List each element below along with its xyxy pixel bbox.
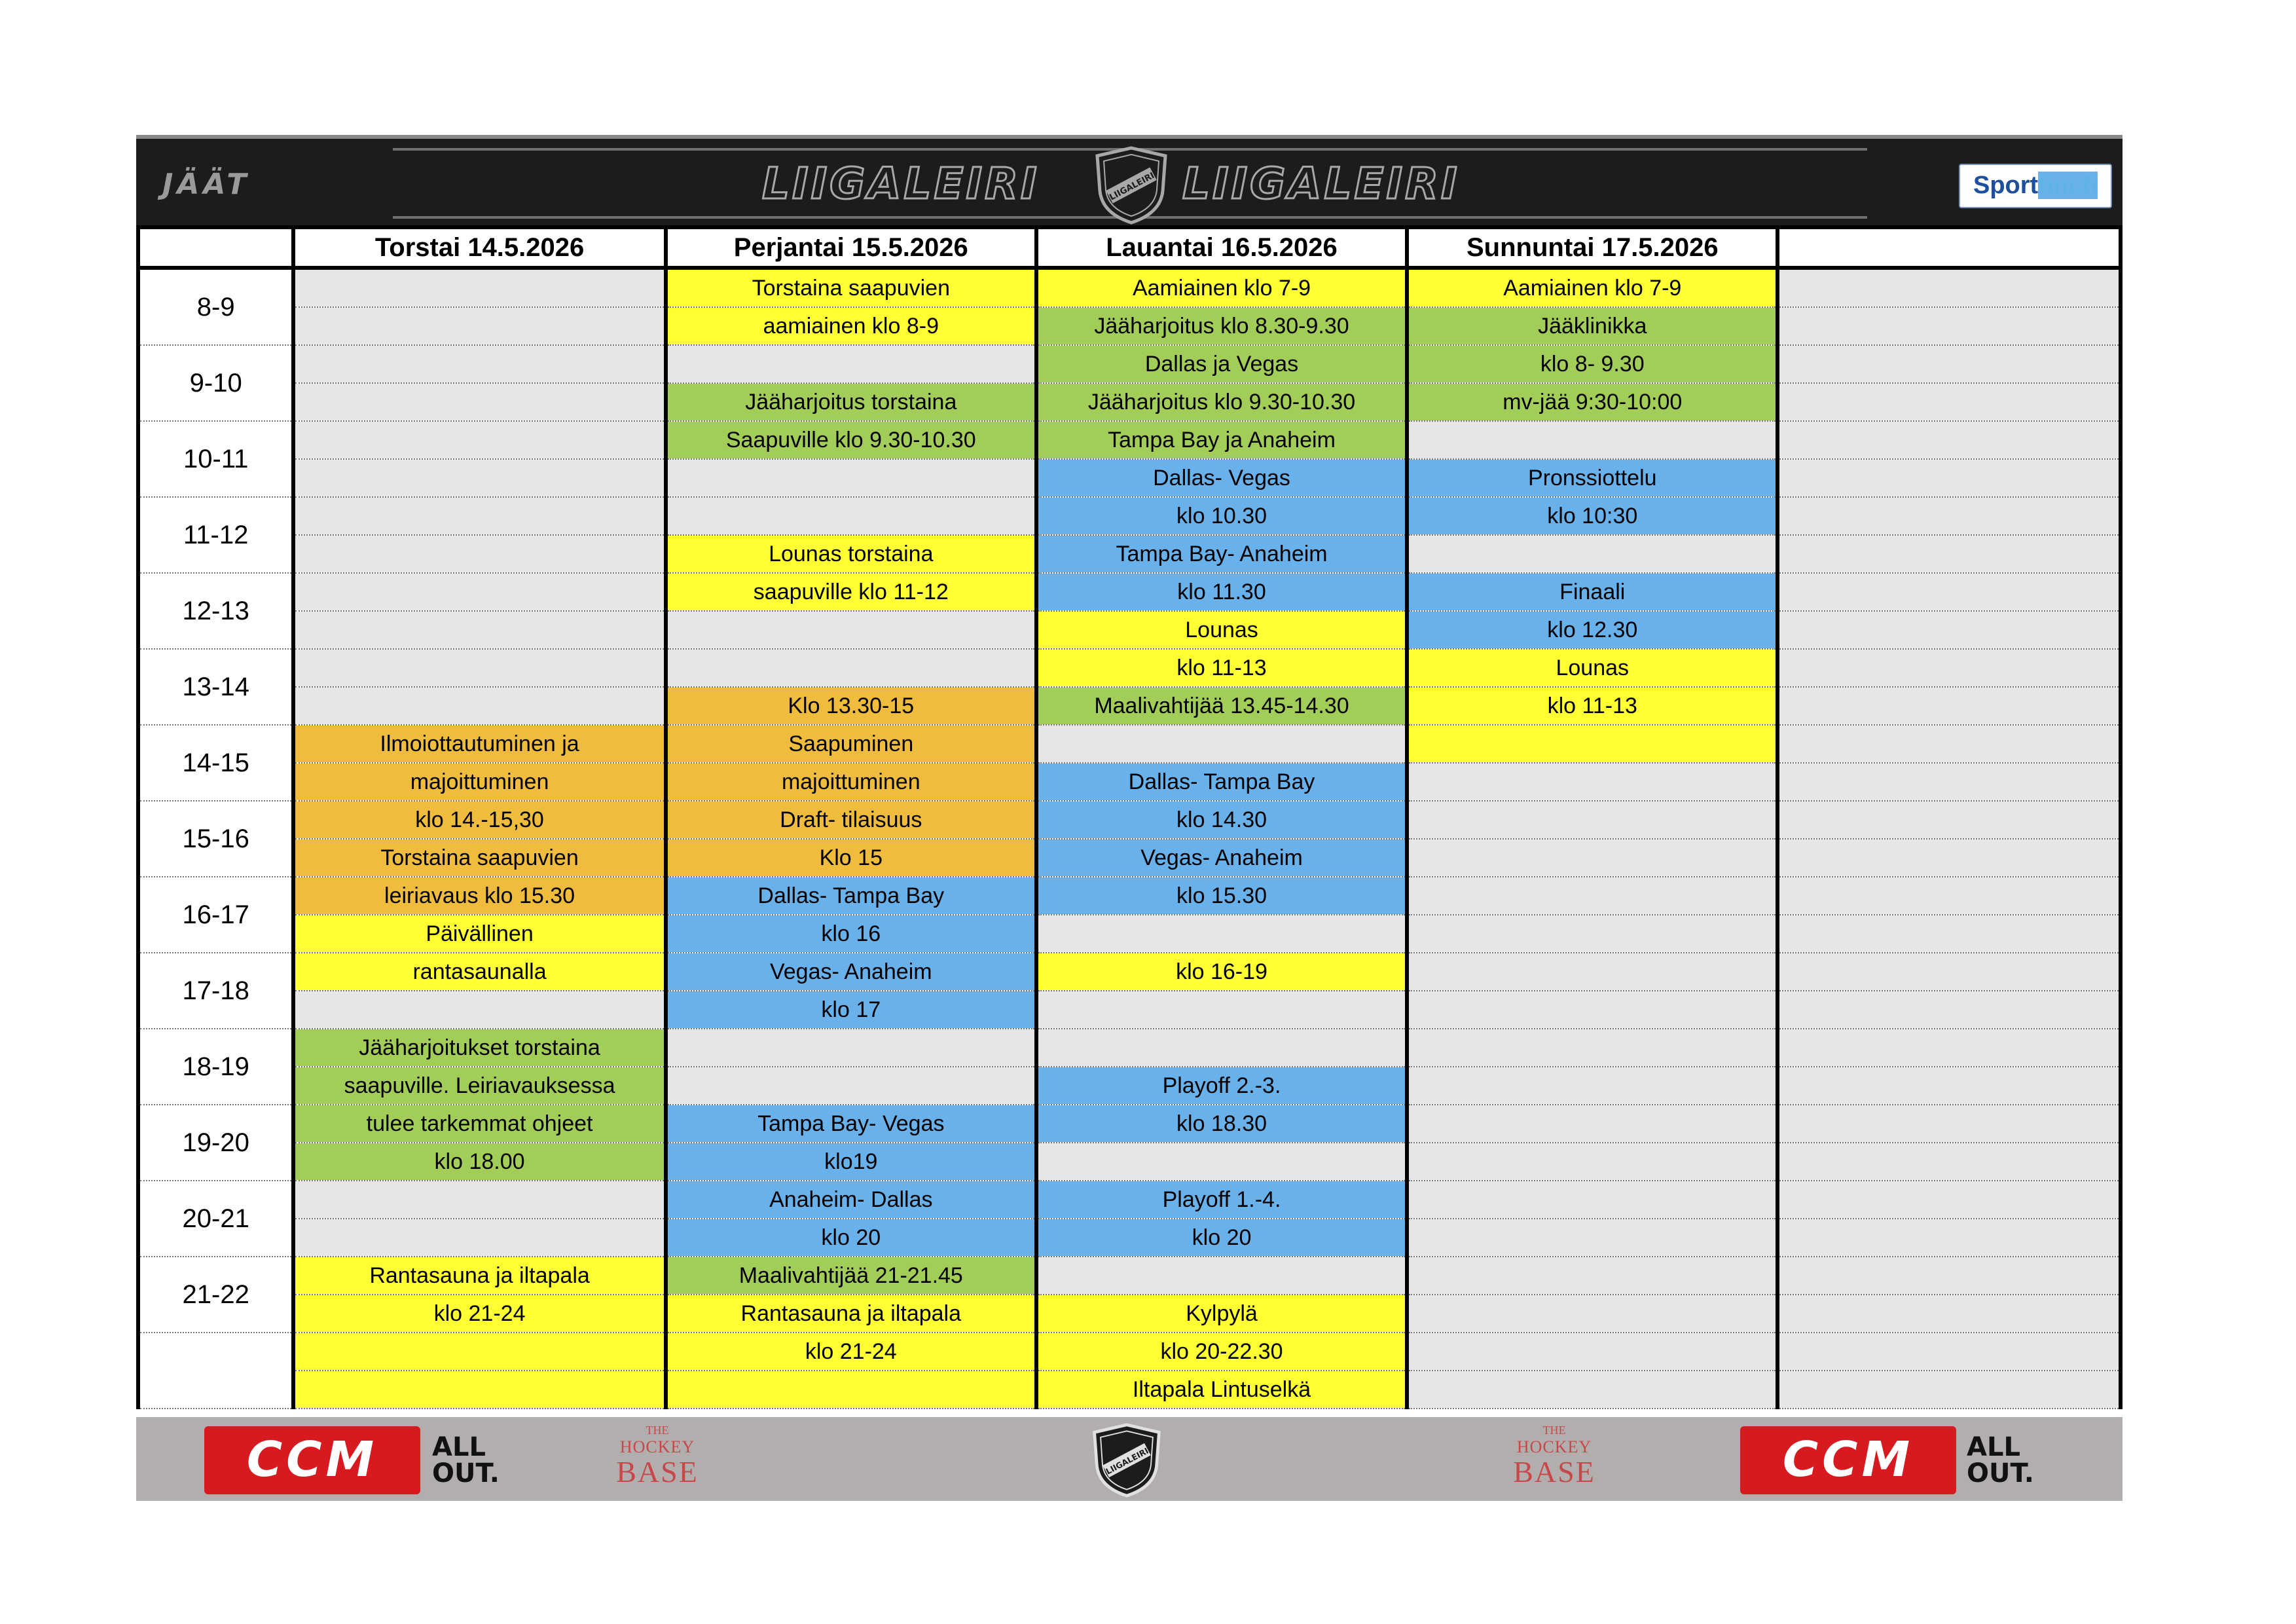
schedule-cell — [293, 345, 665, 383]
shield-label: LIIGALEIRI — [1108, 170, 1157, 203]
hockey-base-the: THE — [646, 1424, 669, 1437]
time-slot-label: 10-11 — [138, 421, 293, 497]
schedule-cell: Kylpylä — [1036, 1295, 1407, 1333]
schedule-cell — [1407, 1371, 1777, 1409]
schedule-row — [138, 1029, 2121, 1067]
schedule-cell — [1407, 877, 1777, 915]
time-slot-label: 9-10 — [138, 345, 293, 421]
schedule-cell — [1407, 763, 1777, 801]
schedule-cell — [1777, 877, 2121, 915]
schedule-row — [138, 1371, 2121, 1409]
schedule-row — [138, 649, 2121, 687]
schedule-cell: klo 17 — [666, 991, 1036, 1029]
schedule-cell: Vegas- Anaheim — [1036, 839, 1407, 877]
schedule-cell — [1777, 268, 2121, 307]
schedule-cell: saapuville. Leiriavauksessa — [293, 1067, 665, 1105]
schedule-cell — [1777, 1105, 2121, 1143]
schedule-cell — [1777, 1333, 2121, 1371]
schedule-cell — [1036, 725, 1407, 763]
schedule-cell: klo 20-22.30 — [1036, 1333, 1407, 1371]
sportfini-logo — [1959, 164, 2112, 208]
hockey-base-base: BASE — [1513, 1455, 1595, 1488]
schedule-cell: klo 15.30 — [1036, 877, 1407, 915]
liigaleiri-title-left: LIIGALEIRI — [762, 158, 1040, 209]
schedule-cell: Saapuville klo 9.30-10.30 — [666, 421, 1036, 459]
schedule-cell — [293, 497, 665, 535]
schedule-cell — [293, 307, 665, 345]
schedule-row — [138, 915, 2121, 953]
schedule-cell: klo 16 — [666, 915, 1036, 953]
schedule-cell: mv-jää 9:30-10:00 — [1407, 383, 1777, 421]
schedule-cell: klo 21-24 — [293, 1295, 665, 1333]
schedule-cell — [293, 1333, 665, 1371]
time-slot-label: 20-21 — [138, 1181, 293, 1257]
schedule-cell — [1407, 1143, 1777, 1181]
schedule-cell — [666, 459, 1036, 497]
schedule-cell: Pronssiottelu — [1407, 459, 1777, 497]
schedule-cell — [1777, 687, 2121, 725]
day-header: Torstai 14.5.2026 — [293, 227, 665, 268]
schedule-cell: Jääharjoitus klo 8.30-9.30 — [1036, 307, 1407, 345]
time-slot-label: 8-9 — [138, 268, 293, 345]
schedule-cell — [1777, 839, 2121, 877]
schedule-cell — [1777, 573, 2121, 611]
schedule-row — [138, 497, 2121, 535]
schedule-cell — [1036, 915, 1407, 953]
schedule-cell — [1777, 763, 2121, 801]
time-slot-label: 16-17 — [138, 877, 293, 953]
time-slot-label: 19-20 — [138, 1105, 293, 1181]
schedule-cell — [1777, 915, 2121, 953]
tagline-line-1: ALL — [1967, 1432, 2020, 1462]
schedule-cell — [666, 1029, 1036, 1067]
schedule-cell: klo 21-24 — [666, 1333, 1036, 1371]
schedule-cell — [1407, 1333, 1777, 1371]
time-slot-label — [138, 1333, 293, 1409]
schedule-cell: klo 18.00 — [293, 1143, 665, 1181]
sportfini-logo-sport: Sport — [1973, 172, 2039, 199]
schedule-cell: Päivällinen — [293, 915, 665, 953]
hockey-base-the: THE — [1542, 1424, 1566, 1437]
schedule-cell — [1407, 725, 1777, 763]
schedule-table — [136, 225, 2123, 1409]
schedule-cell — [1777, 611, 2121, 649]
schedule-row — [138, 801, 2121, 839]
day-header-row — [138, 227, 2121, 268]
schedule-cell: majoittuminen — [293, 763, 665, 801]
schedule-cell: Klo 13.30-15 — [666, 687, 1036, 725]
hockey-base-logo — [1508, 1424, 1600, 1496]
ccm-logo-text: CCM — [246, 1431, 378, 1488]
schedule-cell — [1777, 725, 2121, 763]
time-slot-label: 12-13 — [138, 573, 293, 649]
liigaleiri-title-right: LIIGALEIRI — [1182, 158, 1460, 209]
schedule-cell: Jääharjoitus torstaina — [666, 383, 1036, 421]
schedule-cell — [666, 1371, 1036, 1409]
schedule-cell — [1407, 1219, 1777, 1257]
schedule-cell: klo 14.30 — [1036, 801, 1407, 839]
schedule-row — [138, 1333, 2121, 1371]
schedule-cell — [293, 535, 665, 573]
schedule-cell: Finaali — [1407, 573, 1777, 611]
schedule-cell: Lounas torstaina — [666, 535, 1036, 573]
schedule-cell — [1036, 1029, 1407, 1067]
schedule-row — [138, 1105, 2121, 1143]
schedule-cell — [293, 421, 665, 459]
schedule-cell: Jääharjoitus klo 9.30-10.30 — [1036, 383, 1407, 421]
schedule-cell — [1407, 1105, 1777, 1143]
schedule-row — [138, 421, 2121, 459]
tagline-line-2: OUT. — [432, 1458, 500, 1488]
schedule-cell — [1407, 801, 1777, 839]
schedule-cell: Saapuminen — [666, 725, 1036, 763]
schedule-cell — [293, 1371, 665, 1409]
jaat-logo: JÄÄT — [162, 168, 251, 201]
schedule-cell: Maalivahtijää 13.45-14.30 — [1036, 687, 1407, 725]
schedule-body — [138, 227, 2121, 1409]
shield-label: LIIGALEIRI — [1104, 1446, 1150, 1477]
schedule-cell: Lounas — [1036, 611, 1407, 649]
schedule-row — [138, 535, 2121, 573]
ccm-logo-text: CCM — [1782, 1431, 1914, 1488]
all-out-tagline — [432, 1434, 500, 1486]
schedule-sheet — [136, 135, 2123, 1501]
schedule-cell — [1777, 1067, 2121, 1105]
schedule-cell: Dallas- Vegas — [1036, 459, 1407, 497]
schedule-cell: Ilmoiottautuminen ja — [293, 725, 665, 763]
schedule-cell: aamiainen klo 8-9 — [666, 307, 1036, 345]
corner-cell — [138, 227, 293, 268]
tagline-line-2: OUT. — [1967, 1458, 2034, 1488]
schedule-cell: Tampa Bay ja Anaheim — [1036, 421, 1407, 459]
schedule-cell — [1777, 1219, 2121, 1257]
schedule-row — [138, 991, 2121, 1029]
schedule-cell: Tampa Bay- Vegas — [666, 1105, 1036, 1143]
schedule-cell: klo 10.30 — [1036, 497, 1407, 535]
time-slot-label: 21-22 — [138, 1257, 293, 1333]
schedule-cell: klo 16-19 — [1036, 953, 1407, 991]
schedule-cell: klo 14.-15,30 — [293, 801, 665, 839]
schedule-cell — [293, 268, 665, 307]
schedule-row — [138, 383, 2121, 421]
schedule-cell — [293, 991, 665, 1029]
schedule-cell: Aamiainen klo 7-9 — [1036, 268, 1407, 307]
hockey-base-base: BASE — [616, 1455, 699, 1488]
schedule-cell: klo 10:30 — [1407, 497, 1777, 535]
schedule-cell — [666, 611, 1036, 649]
schedule-cell: Klo 15 — [666, 839, 1036, 877]
schedule-cell — [1036, 1143, 1407, 1181]
schedule-cell — [1777, 535, 2121, 573]
schedule-cell: Aamiainen klo 7-9 — [1407, 268, 1777, 307]
schedule-cell — [1407, 1067, 1777, 1105]
schedule-row — [138, 763, 2121, 801]
schedule-cell — [1036, 991, 1407, 1029]
schedule-row — [138, 725, 2121, 763]
schedule-cell — [1777, 1181, 2121, 1219]
schedule-cell: klo 12.30 — [1407, 611, 1777, 649]
schedule-row — [138, 345, 2121, 383]
schedule-cell — [1407, 915, 1777, 953]
day-header: Sunnuntai 17.5.2026 — [1407, 227, 1777, 268]
schedule-cell: klo19 — [666, 1143, 1036, 1181]
schedule-cell — [1777, 801, 2121, 839]
hockey-base-hockey: HOCKEY — [619, 1437, 695, 1456]
schedule-cell: Anaheim- Dallas — [666, 1181, 1036, 1219]
schedule-row — [138, 307, 2121, 345]
time-slot-label: 14-15 — [138, 725, 293, 801]
hockey-base-logo — [611, 1424, 703, 1496]
time-slot-label: 17-18 — [138, 953, 293, 1029]
schedule-cell: Tampa Bay- Anaheim — [1036, 535, 1407, 573]
schedule-cell: leiriavaus klo 15.30 — [293, 877, 665, 915]
schedule-cell: Playoff 1.-4. — [1036, 1181, 1407, 1219]
schedule-cell: tulee tarkemmat ohjeet — [293, 1105, 665, 1143]
schedule-cell — [293, 1219, 665, 1257]
tagline-line-1: ALL — [432, 1432, 486, 1462]
schedule-row — [138, 573, 2121, 611]
schedule-row — [138, 611, 2121, 649]
schedule-cell: Maalivahtijää 21-21.45 — [666, 1257, 1036, 1295]
day-header: Lauantai 16.5.2026 — [1036, 227, 1407, 268]
schedule-cell: saapuville klo 11-12 — [666, 573, 1036, 611]
schedule-cell — [666, 1067, 1036, 1105]
day-header: Perjantai 15.5.2026 — [666, 227, 1036, 268]
all-out-tagline — [1967, 1434, 2034, 1486]
schedule-cell — [1407, 991, 1777, 1029]
schedule-row — [138, 1257, 2121, 1295]
schedule-row — [138, 1219, 2121, 1257]
schedule-cell — [293, 459, 665, 497]
schedule-cell: klo 11-13 — [1036, 649, 1407, 687]
schedule-cell: Lounas — [1407, 649, 1777, 687]
header-banner — [136, 135, 2123, 225]
schedule-cell — [1407, 1295, 1777, 1333]
schedule-row — [138, 1143, 2121, 1181]
schedule-cell — [1777, 1257, 2121, 1295]
schedule-cell — [1407, 1029, 1777, 1067]
schedule-cell: klo 11.30 — [1036, 573, 1407, 611]
schedule-row — [138, 1295, 2121, 1333]
schedule-cell — [293, 383, 665, 421]
schedule-row — [138, 459, 2121, 497]
nhl-shield-icon — [1089, 1422, 1164, 1498]
time-slot-label: 15-16 — [138, 801, 293, 877]
schedule-cell — [1407, 839, 1777, 877]
schedule-cell: Torstaina saapuvien — [666, 268, 1036, 307]
schedule-row — [138, 877, 2121, 915]
schedule-cell: klo 8- 9.30 — [1407, 345, 1777, 383]
schedule-cell — [666, 497, 1036, 535]
schedule-cell — [293, 611, 665, 649]
schedule-cell: Playoff 2.-3. — [1036, 1067, 1407, 1105]
schedule-cell — [1777, 459, 2121, 497]
schedule-cell: Dallas ja Vegas — [1036, 345, 1407, 383]
schedule-row — [138, 953, 2121, 991]
schedule-cell — [1407, 953, 1777, 991]
schedule-cell: Dallas- Tampa Bay — [1036, 763, 1407, 801]
schedule-cell — [1407, 1181, 1777, 1219]
schedule-cell — [293, 573, 665, 611]
schedule-cell — [1777, 345, 2121, 383]
schedule-row — [138, 839, 2121, 877]
schedule-cell — [1777, 991, 2121, 1029]
schedule-cell — [293, 649, 665, 687]
schedule-cell — [293, 687, 665, 725]
day-header — [1777, 227, 2121, 268]
schedule-cell: klo 20 — [1036, 1219, 1407, 1257]
schedule-cell — [1036, 1257, 1407, 1295]
schedule-cell: majoittuminen — [666, 763, 1036, 801]
schedule-cell — [1777, 497, 2121, 535]
sponsor-footer — [136, 1417, 2123, 1501]
schedule-cell — [1777, 307, 2121, 345]
schedule-cell: Rantasauna ja iltapala — [666, 1295, 1036, 1333]
schedule-cell — [1777, 421, 2121, 459]
time-slot-label: 11-12 — [138, 497, 293, 573]
schedule-cell — [666, 345, 1036, 383]
schedule-cell — [1777, 953, 2121, 991]
schedule-cell: Rantasauna ja iltapala — [293, 1257, 665, 1295]
hockey-base-hockey: HOCKEY — [1516, 1437, 1592, 1456]
schedule-cell — [1777, 649, 2121, 687]
schedule-cell: Draft- tilaisuus — [666, 801, 1036, 839]
schedule-row — [138, 1181, 2121, 1219]
schedule-cell: Dallas- Tampa Bay — [666, 877, 1036, 915]
schedule-cell: rantasaunalla — [293, 953, 665, 991]
nhl-shield-icon — [1092, 145, 1171, 225]
ccm-logo — [204, 1426, 420, 1494]
schedule-row — [138, 268, 2121, 307]
schedule-cell — [1777, 1295, 2121, 1333]
schedule-row — [138, 1067, 2121, 1105]
schedule-cell: klo 11-13 — [1407, 687, 1777, 725]
schedule-cell: klo 20 — [666, 1219, 1036, 1257]
ccm-logo — [1740, 1426, 1956, 1494]
schedule-cell — [1777, 1371, 2121, 1409]
time-slot-label: 18-19 — [138, 1029, 293, 1105]
schedule-cell: klo 18.30 — [1036, 1105, 1407, 1143]
schedule-cell — [666, 649, 1036, 687]
schedule-cell: Vegas- Anaheim — [666, 953, 1036, 991]
schedule-cell — [1407, 1257, 1777, 1295]
time-slot-label: 13-14 — [138, 649, 293, 725]
schedule-cell — [1777, 1143, 2121, 1181]
schedule-cell: Jääharjoitukset torstaina — [293, 1029, 665, 1067]
schedule-cell — [293, 1181, 665, 1219]
schedule-row — [138, 687, 2121, 725]
sportfini-logo-domain: fini.fi — [2038, 172, 2098, 199]
schedule-cell — [1777, 1029, 2121, 1067]
schedule-cell: Jääklinikka — [1407, 307, 1777, 345]
schedule-cell — [1407, 421, 1777, 459]
schedule-cell: Torstaina saapuvien — [293, 839, 665, 877]
schedule-cell — [1777, 383, 2121, 421]
schedule-cell: Iltapala Lintuselkä — [1036, 1371, 1407, 1409]
schedule-cell — [1407, 535, 1777, 573]
